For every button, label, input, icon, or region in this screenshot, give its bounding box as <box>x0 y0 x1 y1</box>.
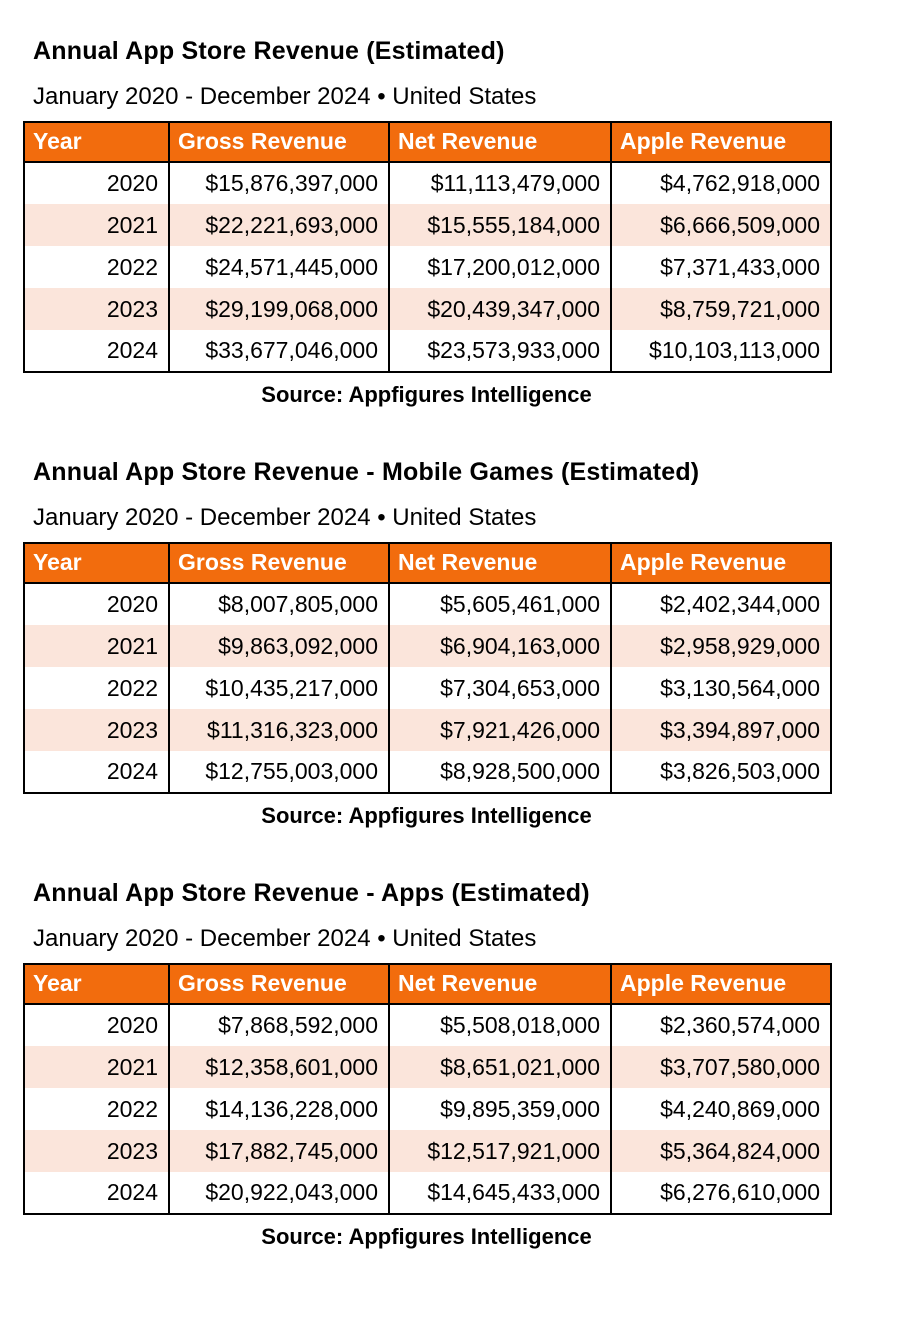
revenue-cell: $20,439,347,000 <box>389 288 611 330</box>
revenue-cell: $12,755,003,000 <box>169 751 389 793</box>
revenue-cell: $2,402,344,000 <box>611 583 831 625</box>
year-cell: 2021 <box>24 204 169 246</box>
column-header: Net Revenue <box>389 543 611 583</box>
revenue-cell: $7,921,426,000 <box>389 709 611 751</box>
year-cell: 2022 <box>24 1088 169 1130</box>
table-subtitle: January 2020 - December 2024 • United States <box>33 83 537 110</box>
year-cell: 2020 <box>24 162 169 204</box>
year-cell: 2024 <box>24 1172 169 1214</box>
revenue-cell: $3,394,897,000 <box>611 709 831 751</box>
revenue-cell: $10,103,113,000 <box>611 330 831 372</box>
revenue-cell: $17,200,012,000 <box>389 246 611 288</box>
table-subtitle: January 2020 - December 2024 • United States <box>33 504 537 531</box>
revenue-cell: $7,868,592,000 <box>169 1004 389 1046</box>
column-header: Gross Revenue <box>169 543 389 583</box>
revenue-cell: $8,759,721,000 <box>611 288 831 330</box>
table-row <box>24 1004 831 1046</box>
table-row <box>24 246 831 288</box>
year-cell: 2022 <box>24 246 169 288</box>
revenue-cell: $3,130,564,000 <box>611 667 831 709</box>
table-row <box>24 583 831 625</box>
revenue-cell: $10,435,217,000 <box>169 667 389 709</box>
revenue-cell: $6,276,610,000 <box>611 1172 831 1214</box>
revenue-cell: $15,555,184,000 <box>389 204 611 246</box>
year-cell: 2020 <box>24 1004 169 1046</box>
column-header: Gross Revenue <box>169 964 389 1004</box>
revenue-cell: $8,651,021,000 <box>389 1046 611 1088</box>
column-header: Apple Revenue <box>611 122 831 162</box>
column-header: Year <box>24 964 169 1004</box>
revenue-cell: $4,240,869,000 <box>611 1088 831 1130</box>
source-caption: Source: Appfigures Intelligence <box>261 382 592 407</box>
revenue-cell: $7,304,653,000 <box>389 667 611 709</box>
table-title: Annual App Store Revenue - Apps (Estimated) <box>33 879 590 907</box>
year-cell: 2020 <box>24 583 169 625</box>
year-cell: 2024 <box>24 330 169 372</box>
table-row <box>24 162 831 204</box>
revenue-cell: $3,707,580,000 <box>611 1046 831 1088</box>
revenue-cell: $23,573,933,000 <box>389 330 611 372</box>
table-title: Annual App Store Revenue (Estimated) <box>33 37 505 65</box>
column-header: Year <box>24 543 169 583</box>
revenue-cell: $33,677,046,000 <box>169 330 389 372</box>
revenue-table <box>23 963 832 1215</box>
header-row <box>24 122 831 162</box>
revenue-cell: $11,316,323,000 <box>169 709 389 751</box>
revenue-cell: $12,517,921,000 <box>389 1130 611 1172</box>
table-row <box>24 1130 831 1172</box>
revenue-cell: $5,364,824,000 <box>611 1130 831 1172</box>
revenue-cell: $9,863,092,000 <box>169 625 389 667</box>
revenue-table <box>23 542 832 794</box>
column-header: Net Revenue <box>389 122 611 162</box>
year-cell: 2021 <box>24 1046 169 1088</box>
revenue-cell: $24,571,445,000 <box>169 246 389 288</box>
revenue-table <box>23 121 832 373</box>
year-cell: 2022 <box>24 667 169 709</box>
revenue-cell: $8,007,805,000 <box>169 583 389 625</box>
header-row <box>24 964 831 1004</box>
column-header: Apple Revenue <box>611 543 831 583</box>
year-cell: 2021 <box>24 625 169 667</box>
column-header: Gross Revenue <box>169 122 389 162</box>
table-title: Annual App Store Revenue - Mobile Games (Estimated) <box>33 458 700 486</box>
year-cell: 2023 <box>24 1130 169 1172</box>
revenue-cell: $6,666,509,000 <box>611 204 831 246</box>
header-row <box>24 543 831 583</box>
column-header: Net Revenue <box>389 964 611 1004</box>
revenue-cell: $22,221,693,000 <box>169 204 389 246</box>
revenue-cell: $6,904,163,000 <box>389 625 611 667</box>
revenue-cell: $2,958,929,000 <box>611 625 831 667</box>
year-cell: 2023 <box>24 709 169 751</box>
revenue-cell: $15,876,397,000 <box>169 162 389 204</box>
table-row <box>24 1088 831 1130</box>
table-row <box>24 667 831 709</box>
revenue-table-section <box>23 36 910 409</box>
table-row <box>24 204 831 246</box>
table-row <box>24 288 831 330</box>
revenue-cell: $5,508,018,000 <box>389 1004 611 1046</box>
year-cell: 2024 <box>24 751 169 793</box>
table-body <box>24 162 831 372</box>
year-cell: 2023 <box>24 288 169 330</box>
table-body <box>24 583 831 793</box>
revenue-cell: $2,360,574,000 <box>611 1004 831 1046</box>
revenue-cell: $8,928,500,000 <box>389 751 611 793</box>
table-row <box>24 1172 831 1214</box>
revenue-cell: $20,922,043,000 <box>169 1172 389 1214</box>
table-subtitle: January 2020 - December 2024 • United States <box>33 925 537 952</box>
revenue-table-section <box>23 878 910 1251</box>
column-header: Year <box>24 122 169 162</box>
revenue-cell: $9,895,359,000 <box>389 1088 611 1130</box>
table-row <box>24 330 831 372</box>
revenue-cell: $14,136,228,000 <box>169 1088 389 1130</box>
revenue-cell: $4,762,918,000 <box>611 162 831 204</box>
revenue-cell: $3,826,503,000 <box>611 751 831 793</box>
revenue-cell: $7,371,433,000 <box>611 246 831 288</box>
revenue-cell: $12,358,601,000 <box>169 1046 389 1088</box>
table-body <box>24 1004 831 1214</box>
source-caption: Source: Appfigures Intelligence <box>261 803 592 828</box>
column-header: Apple Revenue <box>611 964 831 1004</box>
revenue-table-section <box>23 457 910 830</box>
revenue-cell: $14,645,433,000 <box>389 1172 611 1214</box>
revenue-cell: $17,882,745,000 <box>169 1130 389 1172</box>
table-row <box>24 1046 831 1088</box>
table-row <box>24 751 831 793</box>
source-caption: Source: Appfigures Intelligence <box>261 1224 592 1249</box>
revenue-cell: $5,605,461,000 <box>389 583 611 625</box>
revenue-cell: $11,113,479,000 <box>389 162 611 204</box>
table-row <box>24 625 831 667</box>
table-row <box>24 709 831 751</box>
revenue-cell: $29,199,068,000 <box>169 288 389 330</box>
